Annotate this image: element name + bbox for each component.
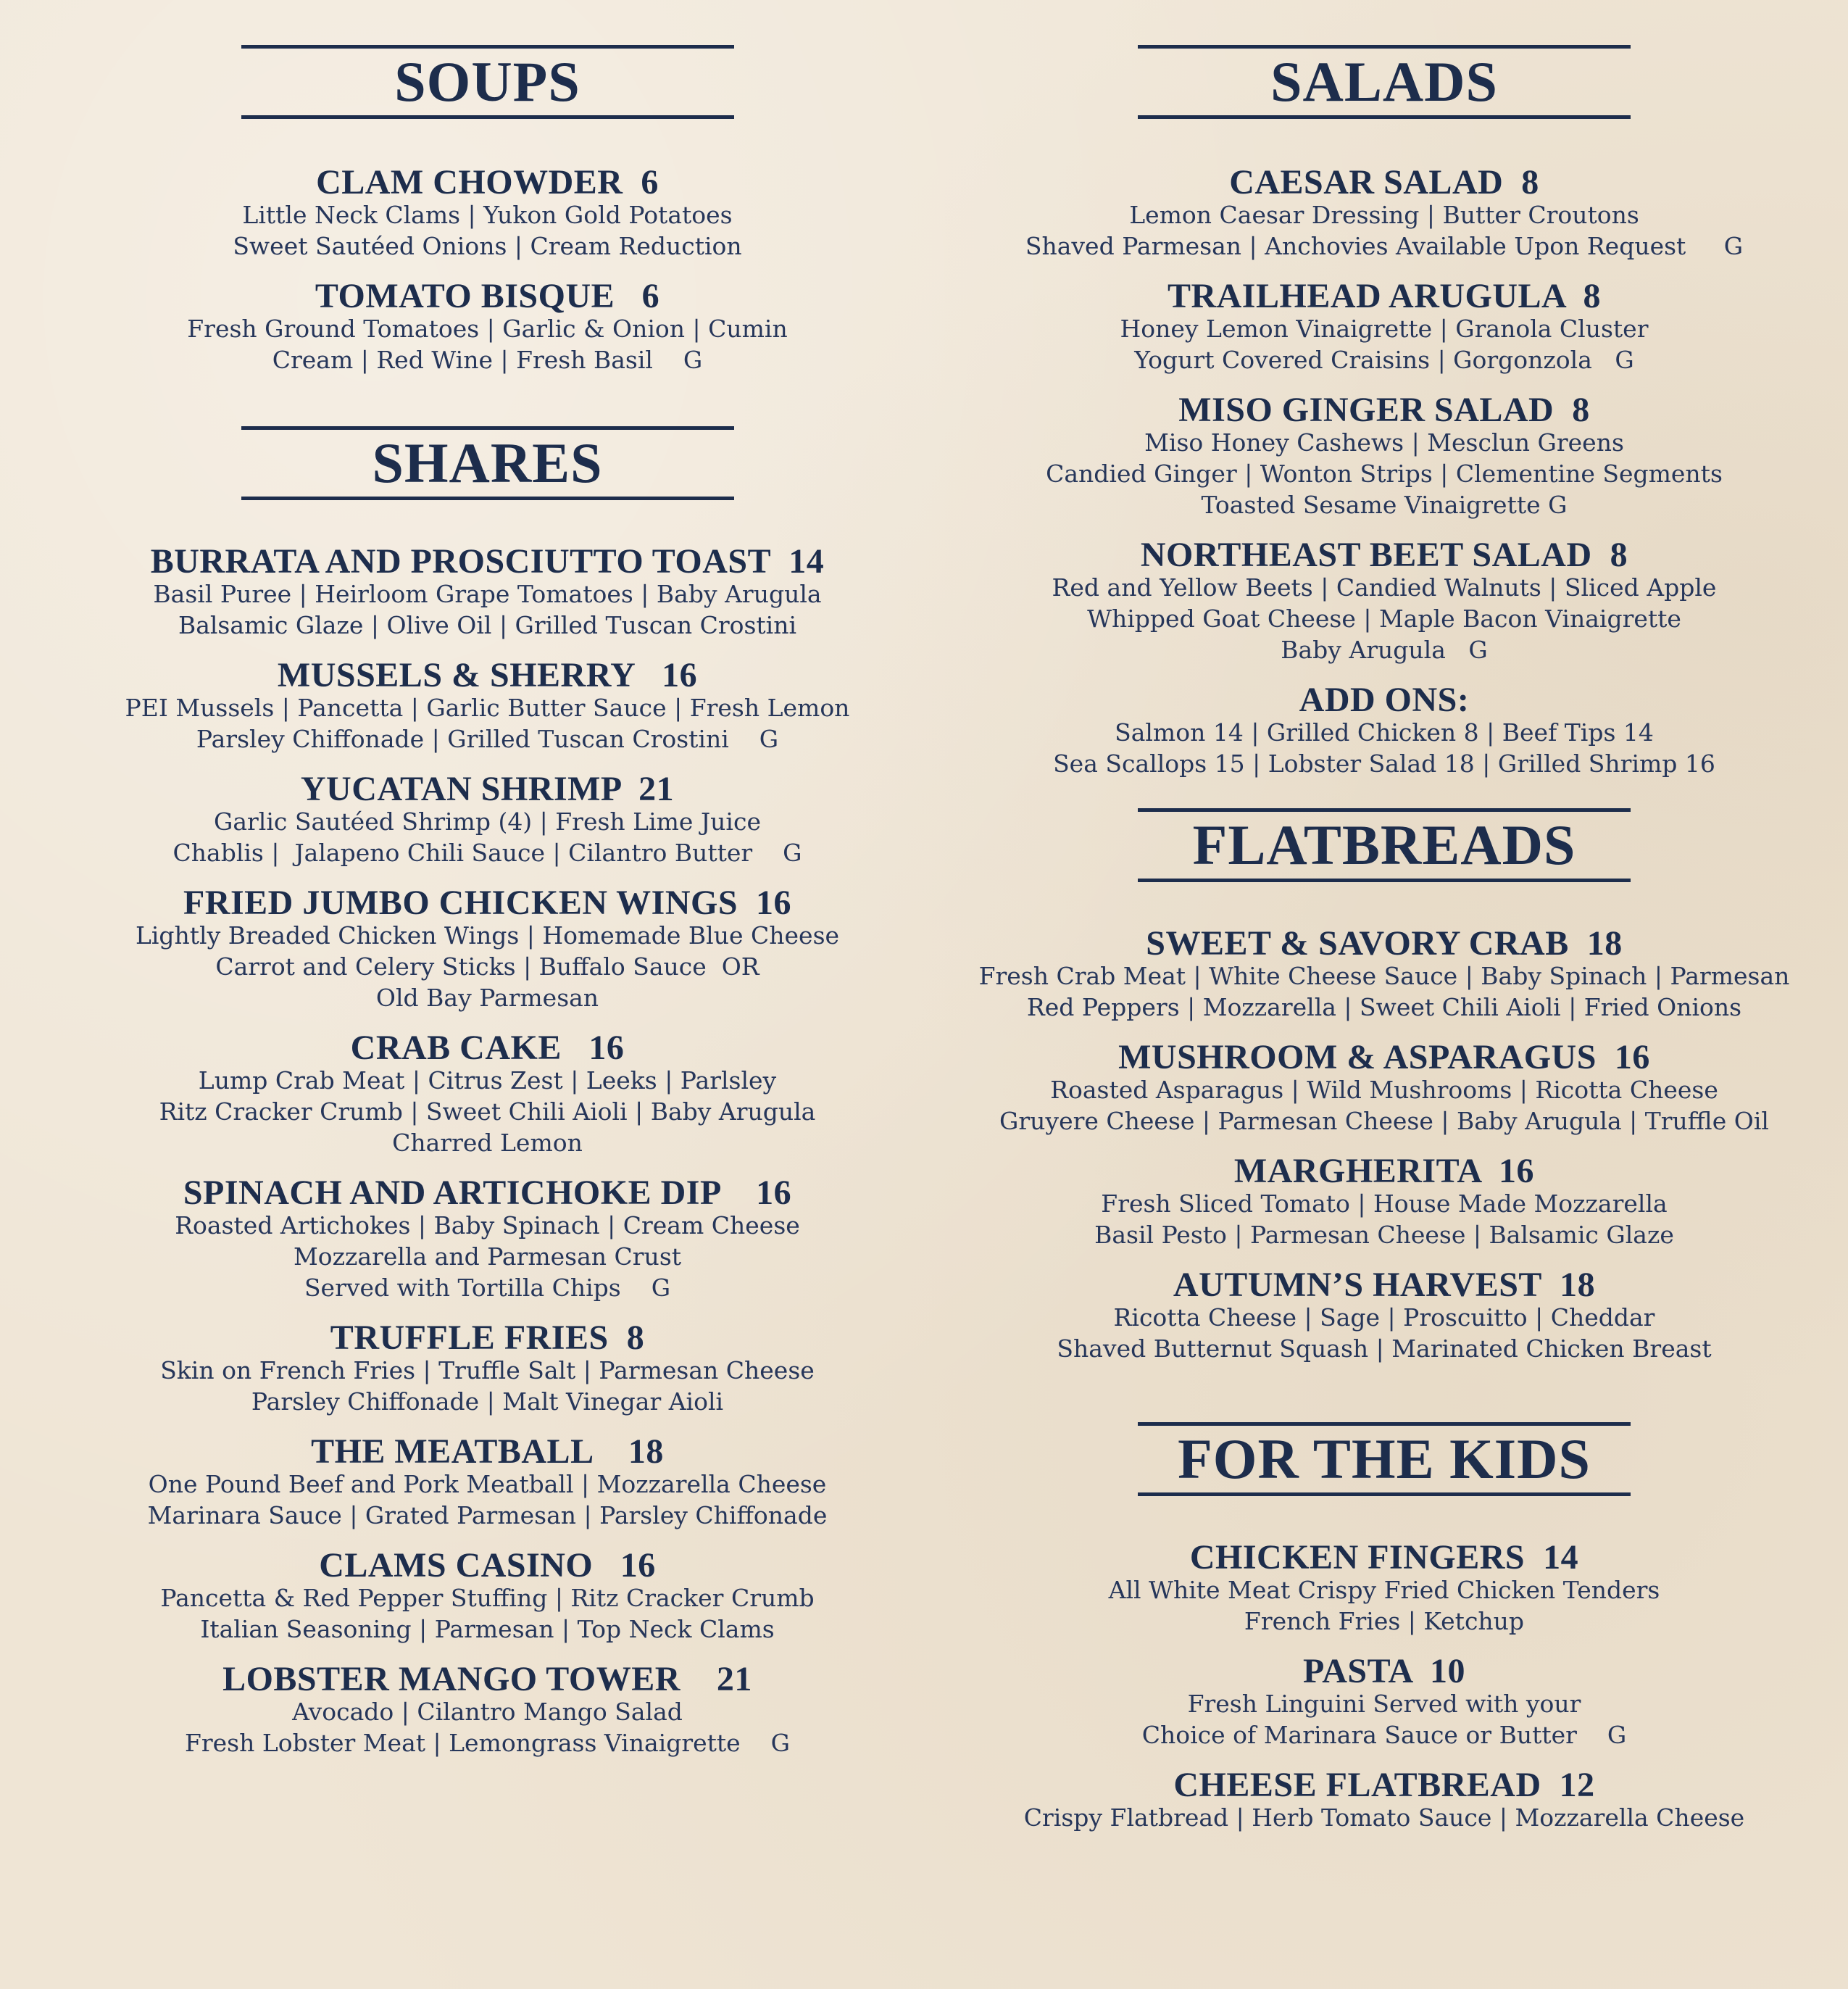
item-title: MISO GINGER SALAD 8	[1178, 391, 1590, 429]
item-desc-line: One Pound Beef and Pork Meatball | Mozzarella Cheese	[148, 1470, 827, 1498]
menu-item	[0, 277, 975, 375]
item-title: TRUFFLE FRIES 8	[330, 1319, 645, 1357]
item-desc-line: Crispy Flatbread | Herb Tomato Sauce | Mozzarella Cheese	[1023, 1803, 1745, 1832]
item-desc-line: Red and Yellow Beets | Candied Walnuts | Sliced Apple	[1052, 573, 1717, 602]
menu-item	[0, 656, 975, 755]
item-title: TOMATO BISQUE 6	[315, 277, 660, 315]
item-title: CHICKEN FINGERS 14	[1189, 1538, 1579, 1577]
item-desc-line: Lump Crab Meat | Citrus Zest | Leeks | Parlsley	[198, 1066, 777, 1095]
item-desc-line: Basil Puree | Heirloom Grape Tomatoes | Baby Arugula	[153, 580, 822, 608]
item-desc-line: Choice of Marinara Sauce or Butter G	[1141, 1721, 1627, 1749]
menu-item	[935, 277, 1834, 375]
shares-heading: SHARES	[241, 426, 734, 500]
item-desc-line: Parsley Chiffonade | Malt Vinegar Aioli	[251, 1387, 724, 1416]
menu-item	[0, 1660, 975, 1758]
item-desc-line: Mozzarella and Parmesan Crust	[293, 1242, 682, 1271]
item-desc-line: Red Peppers | Mozzarella | Sweet Chili Aioli | Fried Onions	[1026, 993, 1742, 1021]
right-column	[935, 0, 1834, 1833]
item-title: NORTHEAST BEET SALAD 8	[1140, 536, 1628, 574]
item-desc-line: Old Bay Parmesan	[375, 984, 599, 1012]
item-title: AUTUMN’S HARVEST 18	[1173, 1266, 1596, 1304]
item-title: FRIED JUMBO CHICKEN WINGS 16	[183, 884, 792, 922]
menu-item	[935, 391, 1834, 520]
item-desc-line: Ricotta Cheese | Sage | Proscuitto | Cheddar	[1113, 1303, 1655, 1332]
item-title: CRAB CAKE 16	[350, 1029, 625, 1067]
menu-item	[0, 542, 975, 641]
item-desc-line: Lemon Caesar Dressing | Butter Croutons	[1129, 201, 1639, 229]
item-title: CAESAR SALAD 8	[1229, 163, 1539, 202]
item-desc-line: Lightly Breaded Chicken Wings | Homemade Blue Cheese	[135, 921, 840, 950]
menu-item	[0, 163, 975, 262]
item-title: PASTA 10	[1302, 1652, 1466, 1690]
menu-item	[935, 1152, 1834, 1250]
item-title: YUCATAN SHRIMP 21	[300, 770, 675, 808]
item-title: SWEET & SAVORY CRAB 18	[1146, 924, 1623, 963]
item-desc-line: Little Neck Clams | Yukon Gold Potatoes	[242, 201, 733, 229]
menu-item	[935, 1038, 1834, 1137]
item-desc-line: Salmon 14 | Grilled Chicken 8 | Beef Tips 14	[1115, 718, 1654, 747]
item-desc-line: PEI Mussels | Pancetta | Garlic Butter Sauce | Fresh Lemon	[125, 694, 850, 722]
menu-item	[935, 1652, 1834, 1751]
item-desc-line: Roasted Asparagus | Wild Mushrooms | Ricotta Cheese	[1050, 1076, 1718, 1104]
item-title: CHEESE FLATBREAD 12	[1173, 1766, 1595, 1804]
item-desc-line: Avocado | Cilantro Mango Salad	[292, 1698, 683, 1726]
item-desc-line: Toasted Sesame Vinaigrette G	[1201, 491, 1568, 519]
menu-item	[935, 924, 1834, 1023]
item-desc-line: Yogurt Covered Craisins | Gorgonzola G	[1134, 346, 1634, 374]
item-desc-line: Fresh Crab Meat | White Cheese Sauce | Baby Spinach | Parmesan	[978, 962, 1790, 990]
item-desc-line: Carrot and Celery Sticks | Buffalo Sauce OR	[215, 952, 759, 981]
item-desc-line: Candied Ginger | Wonton Strips | Clementine Segments	[1046, 460, 1723, 488]
flatbreads-heading: FLATBREADS	[1138, 808, 1631, 882]
item-desc-line: Sea Scallops 15 | Lobster Salad 18 | Grilled Shrimp 16	[1053, 749, 1715, 778]
item-desc-line: Italian Seasoning | Parmesan | Top Neck Clams	[200, 1615, 775, 1643]
menu-item	[935, 536, 1834, 665]
item-desc-line: All White Meat Crispy Fried Chicken Tenders	[1108, 1576, 1660, 1604]
menu-item	[0, 1321, 975, 1417]
item-desc-line: Ritz Cracker Crumb | Sweet Chili Aioli | Baby Arugula	[159, 1097, 816, 1126]
menu-item	[0, 770, 975, 868]
item-desc-line: Basil Pesto | Parmesan Cheese | Balsamic Glaze	[1094, 1221, 1674, 1249]
soups-heading: SOUPS	[241, 45, 734, 119]
item-desc-line: Fresh Sliced Tomato | House Made Mozzarella	[1101, 1189, 1668, 1218]
item-desc-line: Marinara Sauce | Grated Parmesan | Parsley Chiffonade	[147, 1501, 828, 1529]
menu-item	[0, 1031, 975, 1158]
item-desc-line: Baby Arugula G	[1281, 636, 1488, 664]
item-desc-line: Charred Lemon	[392, 1129, 583, 1157]
item-title: MARGHERITA 16	[1233, 1152, 1535, 1190]
item-desc-line: Shaved Butternut Squash | Marinated Chicken Breast	[1057, 1334, 1712, 1363]
left-column	[0, 0, 975, 1758]
item-title: MUSSELS & SHERRY 16	[277, 656, 698, 694]
item-desc-line: Whipped Goat Cheese | Maple Bacon Vinaigrette	[1087, 605, 1681, 633]
item-desc-line: Skin on French Fries | Truffle Salt | Parmesan Cheese	[160, 1356, 815, 1384]
item-desc-line: Fresh Linguini Served with your	[1187, 1690, 1581, 1718]
item-title: ADD ONS:	[1299, 681, 1470, 719]
item-title: LOBSTER MANGO TOWER 21	[222, 1660, 752, 1698]
item-desc-line: Roasted Artichokes | Baby Spinach | Cream Cheese	[175, 1211, 800, 1240]
menu-item	[0, 1176, 975, 1303]
item-title: MUSHROOM & ASPARAGUS 16	[1118, 1038, 1650, 1076]
item-title: CLAM CHOWDER 6	[316, 163, 659, 202]
item-desc-line: Garlic Sautéed Shrimp (4) | Fresh Lime Juice	[213, 807, 761, 836]
menu-item	[935, 1268, 1834, 1364]
salads-heading: SALADS	[1138, 45, 1631, 119]
item-desc-line: Chablis | Jalapeno Chili Sauce | Cilantro Butter G	[172, 839, 802, 867]
menu-item	[0, 1546, 975, 1645]
item-desc-line: Sweet Sautéed Onions | Cream Reduction	[233, 232, 742, 260]
item-desc-line: Pancetta & Red Pepper Stuffing | Ritz Cracker Crumb	[160, 1584, 815, 1612]
item-title: BURRATA AND PROSCIUTTO TOAST 14	[150, 542, 825, 581]
item-desc-line: Fresh Lobster Meat | Lemongrass Vinaigrette G	[184, 1729, 790, 1757]
item-title: THE MEATBALL 18	[311, 1432, 664, 1471]
kids-heading: FOR THE KIDS	[1138, 1422, 1631, 1496]
item-desc-line: Parsley Chiffonade | Grilled Tuscan Crostini G	[196, 725, 779, 753]
menu-item	[0, 1432, 975, 1531]
item-title: SPINACH AND ARTICHOKE DIP 16	[183, 1174, 792, 1212]
add-ons	[935, 681, 1834, 779]
menu-item	[935, 1538, 1834, 1637]
item-desc-line: Cream | Red Wine | Fresh Basil G	[272, 346, 703, 374]
item-desc-line: Shaved Parmesan | Anchovies Available Upon Request G	[1025, 232, 1744, 260]
item-desc-line: Served with Tortilla Chips G	[304, 1274, 671, 1302]
item-desc-line: Gruyere Cheese | Parmesan Cheese | Baby Arugula | Truffle Oil	[999, 1107, 1769, 1135]
item-title: CLAMS CASINO 16	[319, 1546, 656, 1585]
item-desc-line: Miso Honey Cashews | Mesclun Greens	[1144, 428, 1624, 457]
item-desc-line: Balsamic Glaze | Olive Oil | Grilled Tuscan Crostini	[178, 611, 797, 639]
menu-item	[935, 1766, 1834, 1833]
menu-item	[935, 163, 1834, 262]
item-desc-line: Fresh Ground Tomatoes | Garlic & Onion | Cumin	[187, 315, 788, 343]
item-title: TRAILHEAD ARUGULA 8	[1167, 277, 1602, 315]
menu-item	[0, 886, 975, 1013]
item-desc-line: Honey Lemon Vinaigrette | Granola Cluster	[1120, 315, 1649, 343]
item-desc-line: French Fries | Ketchup	[1244, 1607, 1525, 1635]
